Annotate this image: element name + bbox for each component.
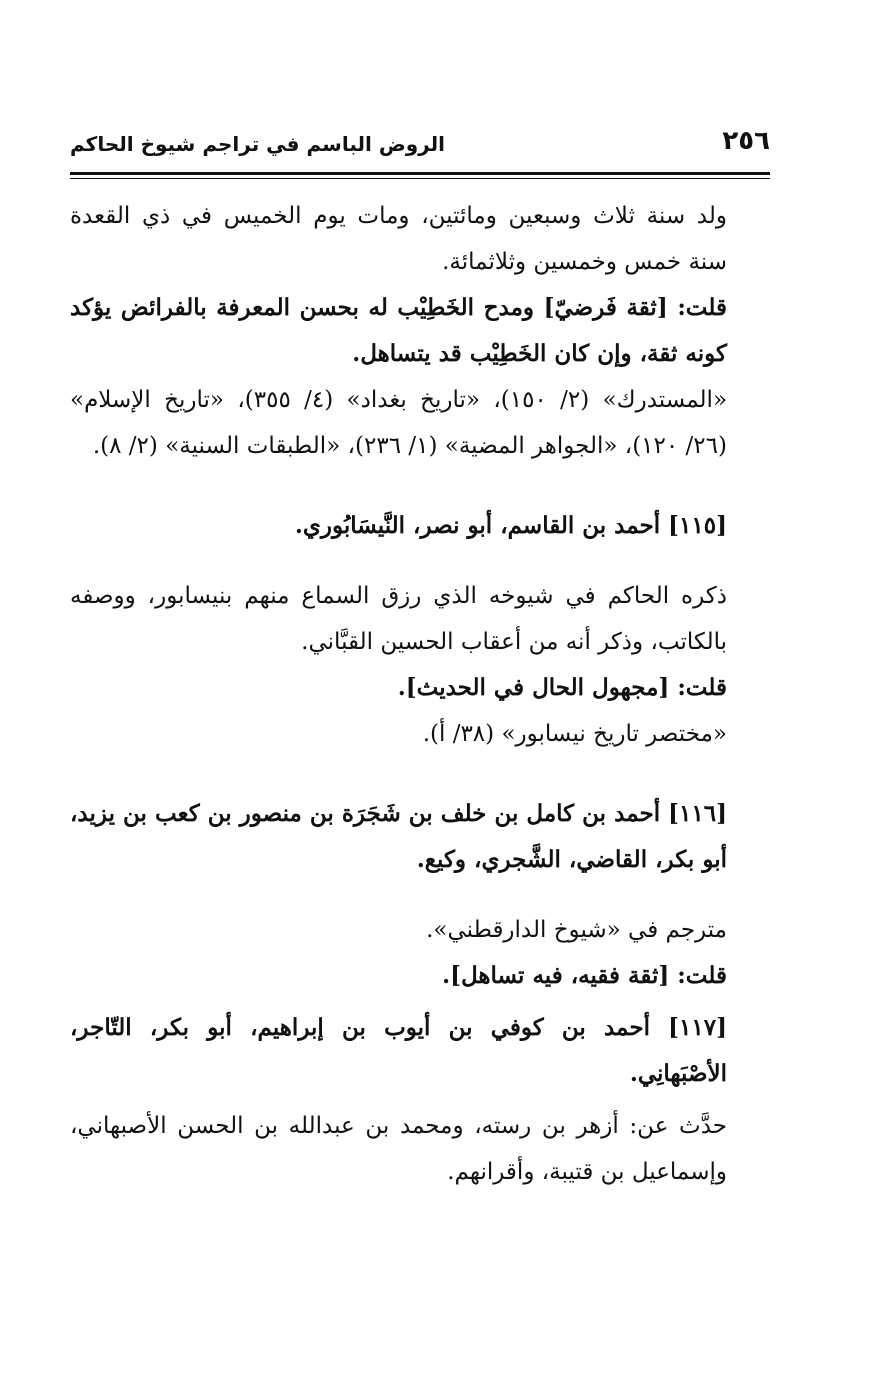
page-header <box>70 124 770 164</box>
entry-116-note: قلت: [ثقة فقيه، فيه تساهل]. <box>442 962 727 989</box>
running-title: الروض الباسم في تراجم شيوخ الحاكم <box>70 132 445 156</box>
header-rule-thin <box>70 178 770 179</box>
entry-116-text: مترجم في «شيوخ الدارقطني». <box>426 917 727 943</box>
page-number: ٢٥٦ <box>722 126 770 156</box>
entry-115-references: «مختصر تاريخ نيسابور» (٣٨/ أ). <box>422 721 727 747</box>
entry-115-note: قلت: [مجهول الحال في الحديث]. <box>397 674 727 701</box>
header-rule-thick <box>70 172 770 175</box>
entry-115-text: ذكره الحاكم في شيوخه الذي رزق السماع منهم بنيسابور، ووصفه بالكاتب، وذكر أنه من أعقاب الحسين القبَّاني. <box>70 583 727 655</box>
page-body <box>70 193 767 1195</box>
entry-115-heading: [١١٥] أحمد بن القاسم، أبو نصر، النَّيسَابُوري. <box>294 512 727 539</box>
entry-117-heading: [١١٧] أحمد بن كوفي بن أيوب بن إبراهيم، أبو بكر، التّاجر، الأصْبَهانِي. <box>70 1014 727 1087</box>
entry-116-heading: [١١٦] أحمد بن كامل بن خلف بن شَجَرَة بن منصور بن كعب بن يزيد، أبو بكر، القاضي، الشَّجري، وكيع. <box>70 800 727 873</box>
entry-117-text: حدَّث عن: أزهر بن رسته، ومحمد بن عبدالله بن الحسن الأصبهاني، وإسماعيل بن قتيبة، وأقرانهم. <box>70 1113 727 1185</box>
intro-references: «المستدرك» (٢/ ١٥٠)، «تاريخ بغداد» (٤/ ٣٥٥)، «تاريخ الإسلام» (٢٦/ ١٢٠)، «الجواهر المضية» (١/ ٢٣٦)، «الطبقات السنية» (٢/ ٨). <box>70 387 728 459</box>
intro-note: قلت: [ثقة فَرضيّ] ومدح الخَطِيْب له بحسن المعرفة بالفرائض يؤكد كونه ثقة، وإن كان الخَطِيْب قد يتساهل. <box>70 294 727 367</box>
intro-text: ولد سنة ثلاث وسبعين ومائتين، ومات يوم الخميس في ذي القعدة سنة خمس وخمسين وثلاثمائة. <box>70 203 727 275</box>
